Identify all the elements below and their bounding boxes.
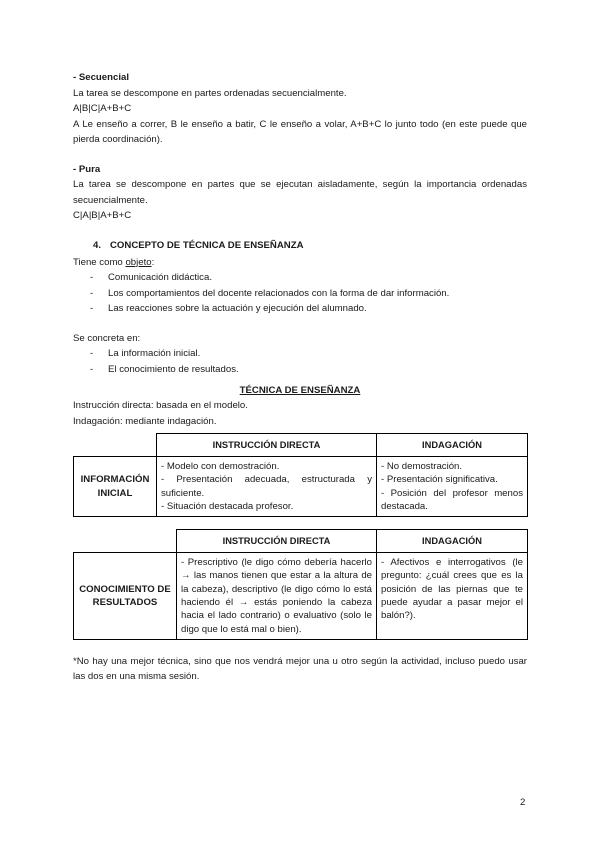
row-label-informacion-inicial: INFORMACIÓN INICIAL: [74, 457, 157, 517]
secuencial-example: A Le enseño a correr, B le enseño a batir, C le enseño a volar, A+B+C lo junto todo (en este puede que pierda coordinación).: [73, 118, 527, 145]
objeto-list: [73, 270, 527, 317]
objeto-intro: Tiene como objeto:: [73, 256, 155, 268]
pura-heading: - Pura: [73, 163, 101, 175]
cell-indagacion: - No demostración. - Presentación significativa. - Posición del profesor menos destacada.: [377, 457, 528, 517]
row-label-conocimiento-resultados: CONOCIMIENTO DE RESULTADOS: [74, 553, 177, 640]
tecnica-line-2: Indagación: mediante indagación.: [73, 415, 217, 427]
cell-directa: - Modelo con demostración. - Presentación adecuada, estructurada y suficiente. - Situación destacada profesor.: [157, 457, 377, 517]
section-number: 4.: [93, 239, 102, 251]
footnote: *No hay una mejor técnica, sino que nos vendrá mejor una u otro según la actividad, incluso puedo usar las dos en una misma sesión.: [73, 655, 527, 683]
header-instruccion-directa: INSTRUCCIÓN DIRECTA: [157, 434, 377, 457]
document-body: [73, 70, 527, 685]
tecnica-title: TÉCNICA DE ENSEÑANZA: [239, 385, 361, 396]
concreta-label: Se concreta en:: [73, 332, 141, 344]
header-indagacion: INDAGACIÓN: [377, 530, 528, 553]
list-item: - El conocimiento de resultados.: [90, 362, 527, 378]
header-indagacion: INDAGACIÓN: [377, 434, 528, 457]
cell-indagacion: - Afectivos e interrogativos (le pregunto: ¿cuál crees que es la posición de las piernas que te puede ayudar a pasar mejor el balón?).: [377, 553, 528, 640]
concreta-list: [73, 346, 527, 377]
list-item: - Los comportamientos del docente relacionados con la forma de dar información.: [90, 286, 527, 302]
list-item: - La información inicial.: [90, 346, 527, 362]
empty-header-cell: [74, 530, 177, 553]
list-item: - Comunicación didáctica.: [90, 270, 527, 286]
pura-description: La tarea se descompone en partes que se ejecutan aisladamente, según la importancia ordenadas secuencialmente.: [73, 179, 527, 206]
empty-header-cell: [74, 434, 157, 457]
tecnica-line-1: Instrucción directa: basada en el modelo.: [73, 400, 248, 411]
pura-formula: C|A|B|A+B+C: [73, 210, 132, 221]
header-instruccion-directa: INSTRUCCIÓN DIRECTA: [177, 530, 377, 553]
objeto-word: objeto: [125, 256, 152, 268]
conocimiento-resultados-table: [73, 529, 528, 640]
informacion-inicial-table: [73, 433, 528, 517]
secuencial-heading: - Secuencial: [73, 72, 129, 83]
list-item: - Las reacciones sobre la actuación y ejecución del alumnado.: [90, 301, 527, 317]
cell-directa: - Prescriptivo (le digo cómo debería hacerlo → las manos tienen que estar a la altura de la cabeza), descriptivo (le digo cómo lo está haciendo él → estás poniendo la cabeza hacia el lado contrario) o evaluativo (solo le digo que lo está mal o bien).: [177, 553, 377, 640]
section-4-heading: [93, 238, 527, 253]
secuencial-description: La tarea se descompone en partes ordenadas secuencialmente.: [73, 87, 347, 99]
section-title: CONCEPTO DE TÉCNICA DE ENSEÑANZA: [110, 239, 304, 251]
secuencial-formula: A|B|C|A+B+C: [73, 103, 132, 114]
page-number: 2: [520, 797, 526, 808]
